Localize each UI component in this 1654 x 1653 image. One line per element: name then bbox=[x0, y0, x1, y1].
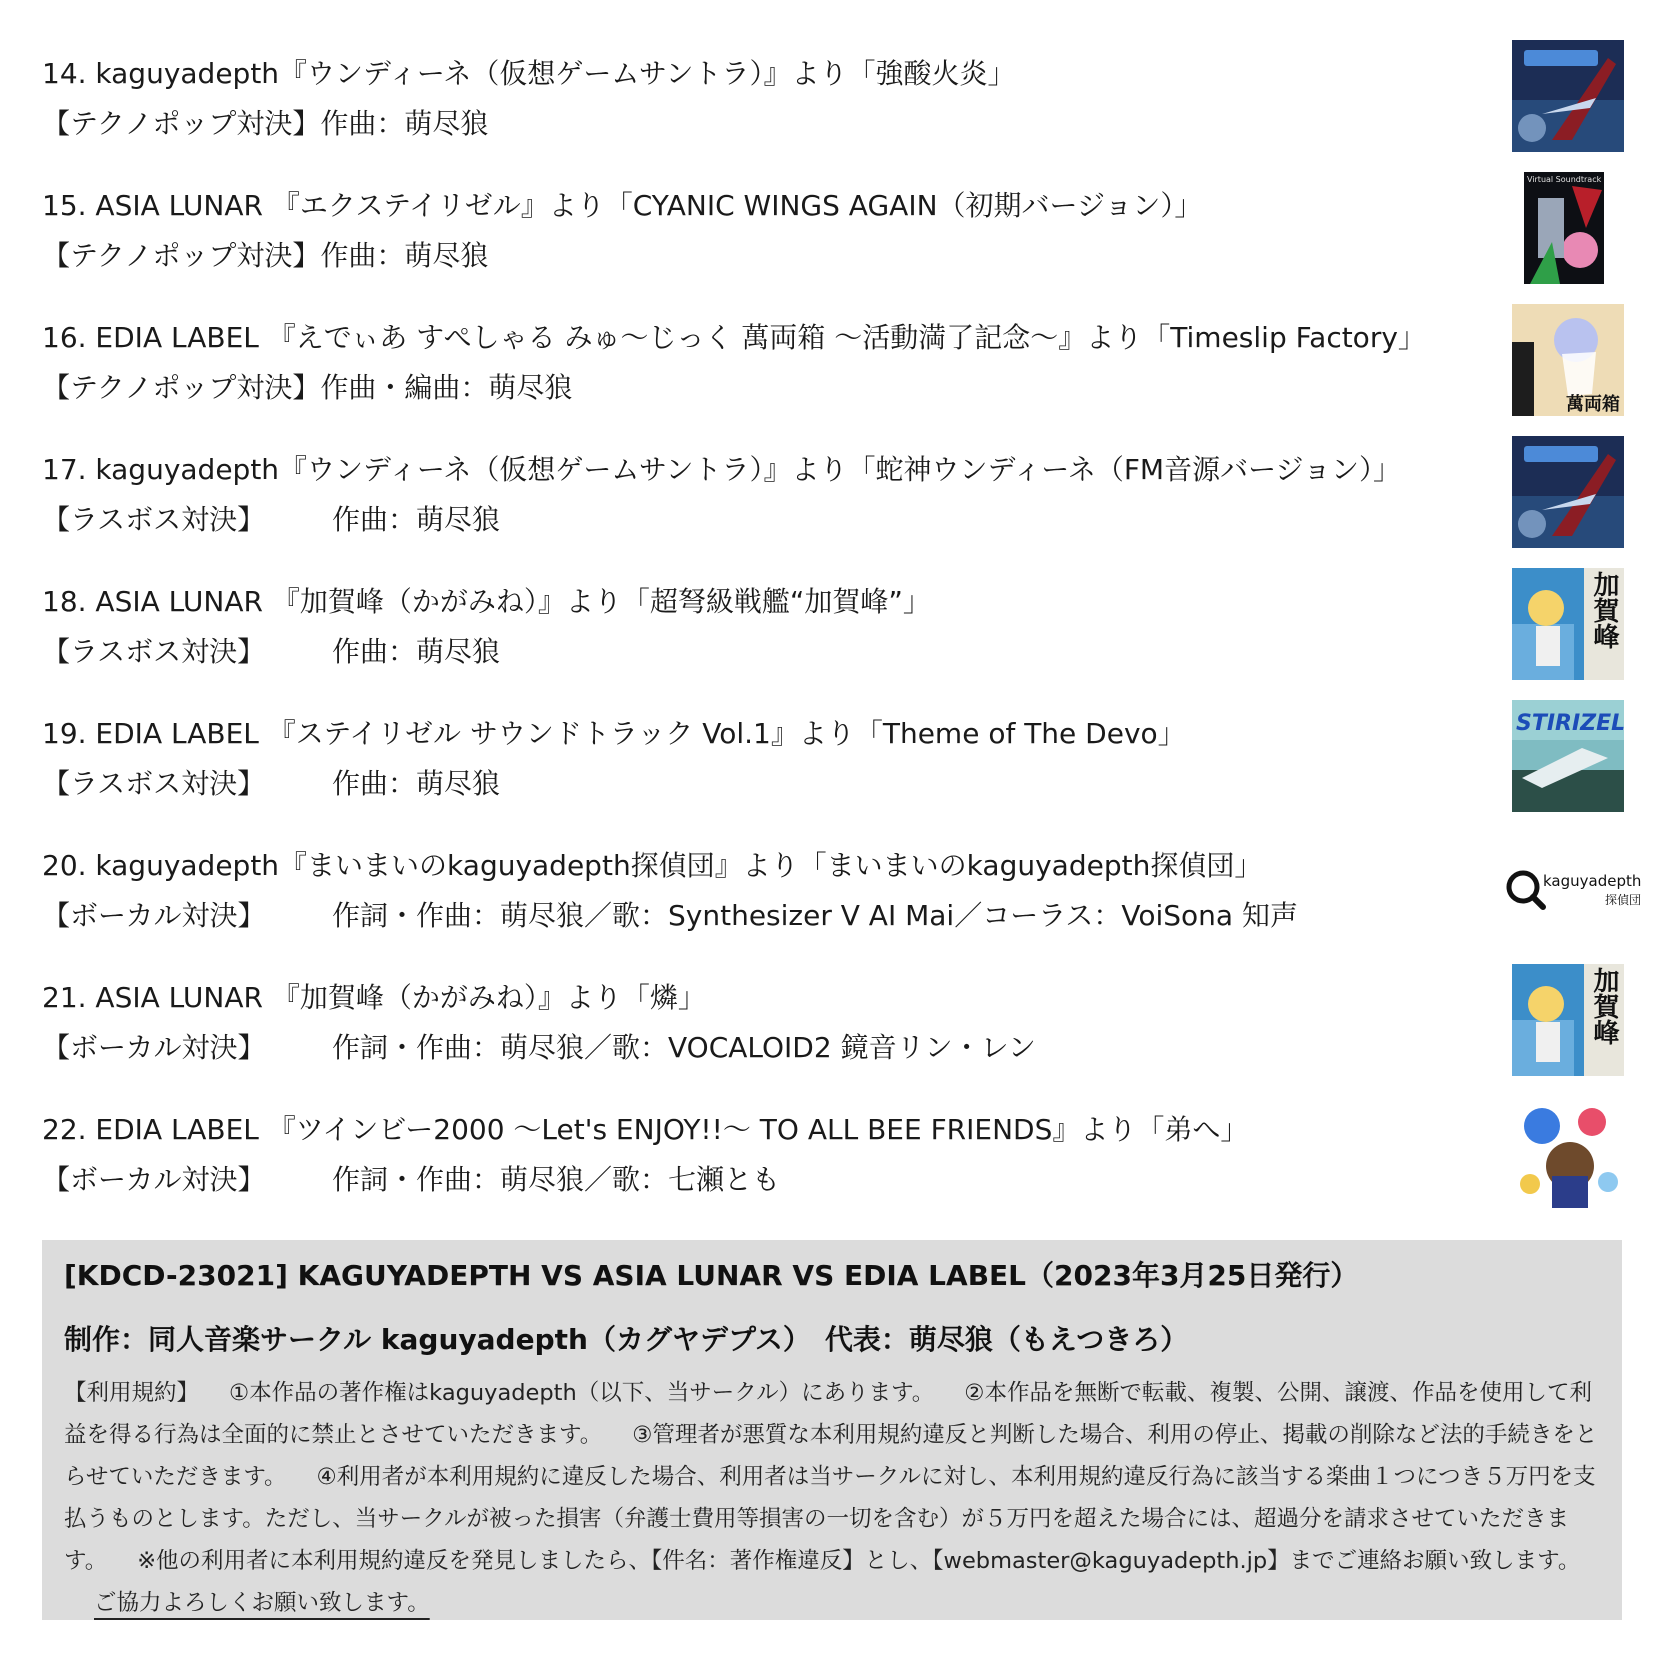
track-credit bbox=[42, 762, 500, 802]
cover-caption: STIRIZEL bbox=[1516, 711, 1626, 736]
track-title: 20. kaguyadepth『まいまいのkaguyadepth探偵団』より「まいまいのkaguyadepth探偵団」 bbox=[42, 849, 1263, 882]
track-title: 22. EDIA LABEL 『ツインビー2000 〜Let's ENJOY!!〜 TO ALL BEE FRIENDS』より「弟へ」 bbox=[42, 1113, 1249, 1146]
undine-album-cover-icon bbox=[1512, 40, 1624, 152]
track-category: 【テクノポップ対決】 bbox=[42, 371, 321, 404]
track-title: 15. ASIA LUNAR 『エクステイリゼル』より「CYANIC WINGS AGAIN（初期バージョン）」 bbox=[42, 189, 1203, 222]
track-credit bbox=[42, 630, 500, 670]
track-entry bbox=[42, 304, 1642, 414]
terms-clause-2: ②本作品を無断で転載、複製、公開、譲渡、作品を使用して利益を得る行為は全面的に禁止とさせていただきます。 bbox=[64, 1380, 1592, 1448]
undine-album-cover-icon bbox=[1512, 436, 1624, 548]
track-title: 21. ASIA LUNAR 『加賀峰（かがみね）』より「燐」 bbox=[42, 981, 706, 1014]
track-composer: 作詞・作曲：萌尽狼／歌：VOCALOID2 鏡音リン・レン bbox=[332, 1031, 1036, 1064]
track-category: 【ボーカル対決】 bbox=[42, 1031, 266, 1064]
track-category: 【テクノポップ対決】 bbox=[42, 239, 321, 272]
detective-club-logo-icon bbox=[1505, 832, 1642, 944]
stirizel-album-cover-icon bbox=[1512, 700, 1624, 812]
track-category: 【ラスボス対決】 bbox=[42, 503, 266, 536]
track-title: 17. kaguyadepth『ウンディーネ（仮想ゲームサントラ）』より「蛇神ウンディーネ（FM音源バージョン）」 bbox=[42, 453, 1401, 486]
terms-of-use bbox=[64, 1372, 1604, 1624]
cover-caption: Virtual Soundtrack bbox=[1527, 175, 1602, 184]
track-category: 【ボーカル対決】 bbox=[42, 899, 266, 932]
track-credit bbox=[42, 366, 572, 406]
thanks-note: ご協力よろしくお願い致します。 bbox=[94, 1590, 430, 1616]
exstirizel-album-cover-icon bbox=[1524, 172, 1604, 284]
release-line: [KDCD-23021] KAGUYADEPTH VS ASIA LUNAR VS EDIA LABEL（2023年3月25日発行） bbox=[64, 1259, 1359, 1292]
producer-line: 制作：同人音楽サークル kaguyadepth（カグヤデプス） 代表：萌尽狼（もえつきろ） bbox=[64, 1323, 1189, 1356]
track-category: 【テクノポップ対決】 bbox=[42, 107, 321, 140]
cover-caption: 萬両箱 bbox=[1566, 394, 1620, 415]
track-credit bbox=[42, 1158, 780, 1198]
release-info-box bbox=[42, 1240, 1622, 1620]
track-credit bbox=[42, 234, 488, 274]
track-credit bbox=[42, 498, 500, 538]
cover-caption: kaguyadepth bbox=[1543, 872, 1642, 890]
track-composer: 作曲：萌尽狼 bbox=[320, 107, 489, 140]
track-entry bbox=[42, 964, 1642, 1074]
cover-caption: 加賀峰 bbox=[1589, 571, 1619, 649]
terms-clause-3: ③管理者が悪質な本利用規約違反と判断した場合、利用の停止、掲載の削除など法的手続きをとらせていただきます。 bbox=[64, 1422, 1598, 1490]
track-category: 【ボーカル対決】 bbox=[42, 1163, 266, 1196]
kagamine-album-cover-icon bbox=[1512, 964, 1624, 1076]
track-credit bbox=[42, 102, 488, 142]
terms-contact: ※他の利用者に本利用規約違反を発見しましたら、【件名：著作権違反】とし、【webmaster@kaguyadepth.jp】までご連絡お願い致します。 bbox=[137, 1548, 1581, 1574]
track-composer: 作曲：萌尽狼 bbox=[332, 635, 501, 668]
track-entry bbox=[42, 832, 1642, 942]
track-entry bbox=[42, 700, 1642, 810]
track-composer: 作曲：萌尽狼 bbox=[332, 503, 501, 536]
track-title: 19. EDIA LABEL 『ステイリゼル サウンドトラック Vol.1』より「Theme of The Devo」 bbox=[42, 717, 1186, 750]
track-composer: 作曲：萌尽狼 bbox=[332, 767, 501, 800]
track-composer: 作詞・作曲：萌尽狼／歌：Synthesizer V AI Mai／コーラス：VoiSona 知声 bbox=[332, 899, 1298, 932]
track-entry bbox=[42, 172, 1642, 282]
terms-clause-1: ①本作品の著作権はkaguyadepth（以下、当サークル）にあります。 bbox=[229, 1380, 935, 1406]
track-entry bbox=[42, 568, 1642, 678]
terms-label: 【利用規約】 bbox=[64, 1380, 200, 1406]
track-entry bbox=[42, 436, 1642, 546]
track-composer: 作曲・編曲：萌尽狼 bbox=[320, 371, 573, 404]
kagamine-album-cover-icon bbox=[1512, 568, 1624, 680]
track-credit bbox=[42, 1026, 1036, 1066]
track-entry bbox=[42, 40, 1642, 150]
terms-clause-4: ④利用者が本利用規約に違反した場合、利用者は当サークルに対し、本利用規約違反行為に該当する楽曲１つにつき５万円を支払うものとします。ただし、当サークルが被った損害（弁護士費用等損害の一切を含む）が５万円を超えた場合には、超過分を請求させていただきます。 bbox=[64, 1464, 1596, 1574]
track-composer: 作曲：萌尽狼 bbox=[320, 239, 489, 272]
track-title: 16. EDIA LABEL 『えでぃあ すぺしゃる みゅ〜じっく 萬両箱 〜活動満了記念〜』より「Timeslip Factory」 bbox=[42, 321, 1426, 354]
track-credit bbox=[42, 894, 1298, 934]
track-title: 18. ASIA LUNAR 『加賀峰（かがみね）』より「超弩級戦艦“加賀峰”」 bbox=[42, 585, 931, 618]
track-title: 14. kaguyadepth『ウンディーネ（仮想ゲームサントラ）』より「強酸火炎」 bbox=[42, 57, 1016, 90]
cover-caption: 探偵団 bbox=[1605, 893, 1642, 907]
track-entry bbox=[42, 1096, 1642, 1206]
twinbee-album-cover-icon bbox=[1512, 1096, 1624, 1208]
cover-caption: 加賀峰 bbox=[1589, 967, 1619, 1045]
track-category: 【ラスボス対決】 bbox=[42, 635, 266, 668]
track-category: 【ラスボス対決】 bbox=[42, 767, 266, 800]
track-composer: 作詞・作曲：萌尽狼／歌：七瀬とも bbox=[332, 1163, 781, 1196]
manryobako-album-cover-icon bbox=[1512, 304, 1624, 416]
